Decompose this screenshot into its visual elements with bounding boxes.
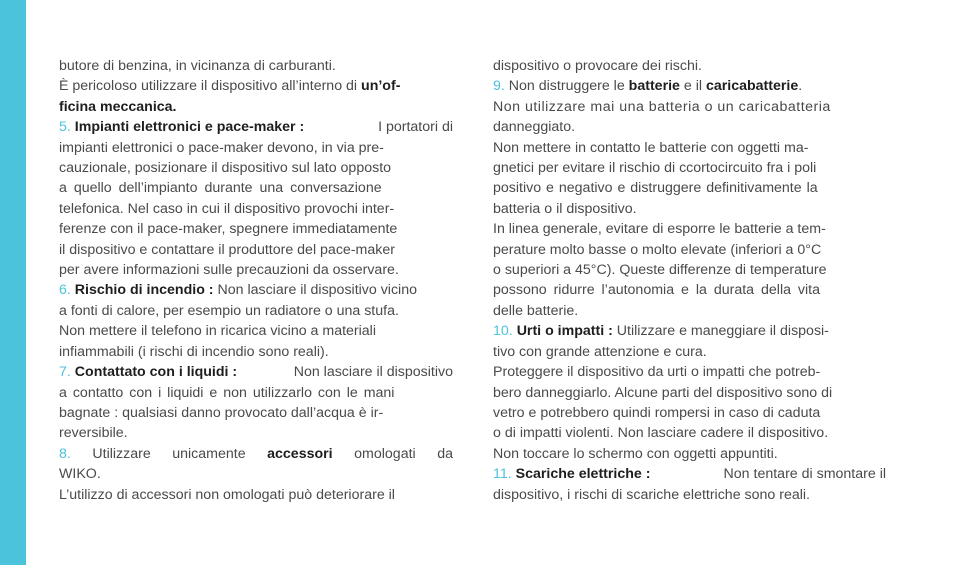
text-line: WIKO. (59, 466, 101, 483)
highlight-term: ficina meccanica. (59, 98, 177, 115)
text: Non lasciare il dispositivo (293, 364, 453, 381)
text-line: butore di benzina, in vicinanza di carburanti. (59, 58, 336, 74)
text: unicamente (172, 445, 246, 462)
section-number: 8. (59, 445, 71, 462)
section-11-heading-line (493, 464, 886, 484)
text-line: o superiori a 45°C). Queste differenze di temperature (493, 262, 827, 279)
section-10-heading-line (493, 321, 886, 341)
text: I portatori di (378, 119, 453, 136)
text-line: delle batterie. (493, 302, 579, 319)
text-line: batteria o il dispositivo. (493, 200, 637, 217)
text-line: dispositivo o provocare dei rischi. (493, 58, 702, 74)
text: Non distruggere le (508, 78, 629, 95)
text-line: In linea generale, evitare di esporre le batterie a tem- (493, 221, 826, 238)
text-line: il dispositivo e contattare il produttore del pace-maker (59, 241, 395, 258)
text-line: impianti elettronici o pace-maker devono, in via pre- (59, 139, 384, 156)
text-line: gnetici per evitare il rischio di ccortocircuito fra i poli (493, 160, 817, 177)
text: Utilizzare (92, 445, 151, 462)
text-line: cauzionale, posizionare il dispositivo sul lato opposto (59, 160, 392, 177)
text-line: tivo con grande attenzione e cura. (493, 343, 707, 360)
text-line: a quello dell’impianto durante una conversazione (59, 180, 382, 197)
section-title: Urti o impatti : (516, 323, 613, 340)
text-line: a contatto con i liquidi e non utilizzarlo con le mani (59, 384, 395, 401)
text-line: vetro e potrebbero quindi rompersi in caso di caduta (493, 404, 821, 421)
section-6-heading-line (59, 280, 453, 300)
text-line: positivo e negativo e distruggere definitivamente la (493, 180, 818, 197)
text-line (59, 76, 453, 96)
text: da (437, 445, 453, 462)
text: . (798, 78, 803, 95)
text-line: reversibile. (59, 425, 128, 442)
text-line: dispositivo, i rischi di scariche elettriche sono reali. (493, 486, 810, 503)
section-title: Scariche elettriche : (515, 466, 651, 483)
text-line: Non mettere il telefono in ricarica vicino a materiali (59, 323, 376, 340)
left-column (59, 56, 453, 505)
text: Non tentare di smontare il (723, 466, 886, 483)
section-number: 7. (59, 364, 71, 381)
text-line: L’utilizzo di accessori non omologati può deteriorare il (59, 486, 395, 503)
text-line: o di impatti violenti. Non lasciare cadere il dispositivo. (493, 425, 829, 442)
text-line: perature molto basse o molto elevate (inferiori a 0°C (493, 241, 822, 258)
highlight-term: batterie (628, 78, 680, 95)
section-number: 9. (493, 78, 505, 95)
section-title: Rischio di incendio : (74, 282, 214, 299)
text-line: a fonti di calore, per esempio un radiatore o una stufa. (59, 302, 399, 319)
text-line: bagnate : qualsiasi danno provocato dall’acqua è ir- (59, 404, 384, 421)
text-line: possono ridurre l’autonomia e la durata della vita (493, 282, 821, 299)
text: omologati (354, 445, 416, 462)
section-7-heading-line (59, 362, 453, 382)
section-number: 6. (59, 282, 71, 299)
text-line: telefonica. Nel caso in cui il dispositivo provochi inter- (59, 200, 395, 217)
text-line: bero danneggiarlo. Alcune parti del dispositivo sono di (493, 384, 833, 401)
highlight-term: caricabatterie (705, 78, 799, 95)
text-line: infiammabili (i rischi di incendio sono reali). (59, 343, 329, 360)
text: e il (679, 78, 706, 95)
section-title: Contattato con i liquidi : (74, 364, 238, 381)
text-line: Non toccare lo schermo con oggetti appuntiti. (493, 445, 778, 462)
section-number: 5. (59, 119, 71, 136)
section-9-heading-line (493, 76, 886, 96)
text-line: danneggiato. (493, 119, 576, 136)
accent-sidebar (0, 0, 26, 565)
text: Utilizzare e maneggiare il disposi- (616, 323, 829, 340)
text-line: Proteggere il dispositivo da urti o impatti che potreb- (493, 364, 821, 381)
section-number: 10. (493, 323, 513, 340)
section-number: 11. (493, 466, 512, 483)
text: Non lasciare il dispositivo vicino (217, 282, 417, 299)
text: È pericoloso utilizzare il dispositivo all’interno di (59, 78, 362, 95)
text-line: Non mettere in contatto le batterie con oggetti ma- (493, 139, 809, 156)
section-8-heading-line (59, 444, 453, 464)
text-line: ferenze con il pace-maker, spegnere immediatamente (59, 221, 398, 238)
text-line: per avere informazioni sulle precauzioni da osservare. (59, 262, 399, 279)
highlight-term: un’of- (361, 78, 401, 95)
text-line: Non utilizzare mai una batteria o un caricabatteria (493, 98, 831, 115)
right-column (493, 56, 886, 505)
section-title: Impianti elettronici e pace-maker : (74, 119, 305, 136)
section-title: accessori (267, 445, 333, 462)
section-5-heading-line (59, 117, 453, 137)
